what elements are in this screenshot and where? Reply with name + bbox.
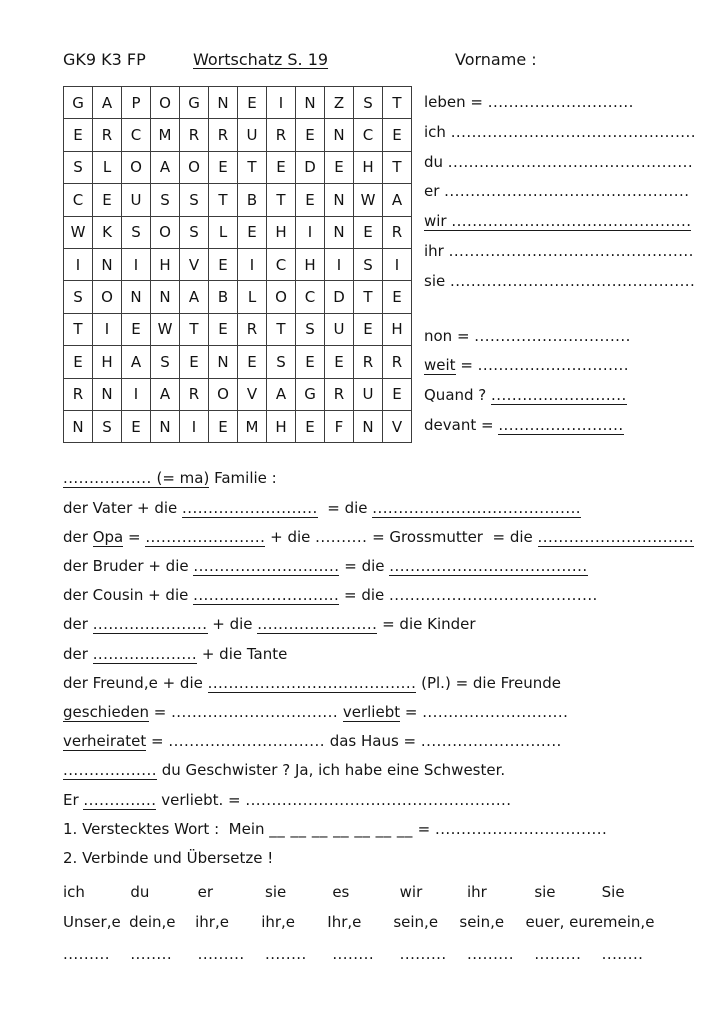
dotted-blank: ............................................... (448, 241, 694, 260)
wordsearch-cell: N (325, 216, 354, 248)
wordsearch-cell: H (267, 410, 296, 442)
dotted-blank: .......................... (182, 498, 318, 517)
wordsearch-cell: E (296, 119, 325, 151)
text-segment: = Grossmutter = die (367, 527, 538, 546)
possessive-item: Unser,e (63, 913, 121, 932)
wordsearch-cell: U (354, 378, 383, 410)
wordsearch-cell: R (267, 119, 296, 151)
wordsearch-cell: O (93, 281, 122, 313)
wordsearch-cell: E (354, 216, 383, 248)
exercise-line (63, 552, 706, 581)
wordsearch-cell: E (238, 87, 267, 119)
wordsearch-cell: I (64, 248, 93, 280)
wordsearch-cell: C (267, 248, 296, 280)
vocab-line (424, 207, 696, 237)
wordsearch-cell: H (93, 346, 122, 378)
text-segment: Opa (92, 527, 124, 546)
possessive-row (63, 907, 669, 937)
wordsearch-cell: T (267, 184, 296, 216)
wordsearch-cell: N (354, 410, 383, 442)
dotted-blank: ............................................... (447, 152, 694, 171)
wordsearch-cell: E (209, 410, 238, 442)
pronoun-item: er (197, 883, 214, 902)
wordsearch-cell: V (383, 410, 412, 442)
wordsearch-cell: O (267, 281, 296, 313)
vocab-line (424, 88, 696, 118)
wordsearch-cell: S (151, 346, 180, 378)
wordsearch-cell: S (180, 216, 209, 248)
wordsearch-cell: E (296, 410, 325, 442)
wordsearch-cell: T (209, 184, 238, 216)
dotted-blank: ............................. (477, 356, 629, 375)
vocab-list (424, 86, 696, 441)
dotted-blank: ................................. (435, 819, 608, 838)
text-segment: ihr (424, 241, 449, 260)
dotted-blank: ........................................ (389, 586, 598, 605)
wordsearch-cell: I (122, 378, 151, 410)
exercise-line (63, 494, 706, 523)
text-segment: non = (424, 326, 475, 345)
wordsearch-cell: S (267, 346, 296, 378)
wordsearch-cell: S (354, 87, 383, 119)
vocab-line (424, 148, 696, 178)
pronoun-item: ihr (467, 883, 487, 902)
wordsearch-cell: D (296, 151, 325, 183)
wordsearch-cell: A (151, 151, 180, 183)
dotted-blank: ....................... (145, 527, 266, 546)
wordsearch-cell: F (325, 410, 354, 442)
text-segment: sie (424, 271, 450, 290)
wordsearch-cell: H (383, 313, 412, 345)
wordsearch-cell: G (296, 378, 325, 410)
wordsearch-cell: A (93, 87, 122, 119)
text-segment: verliebt (342, 702, 401, 721)
pronoun-item: Sie (601, 883, 625, 902)
dotted-blank: .................. (63, 761, 157, 780)
wordsearch-cell: B (209, 281, 238, 313)
exercise-line (63, 581, 706, 610)
wordsearch-cell: R (325, 378, 354, 410)
wordsearch-cell: B (238, 184, 267, 216)
wordsearch-cell: P (122, 87, 151, 119)
wordsearch-row (64, 313, 412, 345)
wordsearch-cell: E (296, 184, 325, 216)
wordsearch-cell: N (325, 119, 354, 151)
wordsearch-cell: E (64, 346, 93, 378)
wordsearch-cell: I (267, 87, 296, 119)
dotted-blank: ................. (63, 469, 152, 488)
text-segment: (= ma) (151, 469, 210, 488)
wordsearch-row (64, 151, 412, 183)
exercise-line (63, 727, 706, 756)
wordsearch-cell: S (296, 313, 325, 345)
wordsearch-row (64, 248, 412, 280)
exercise-line (63, 669, 706, 698)
text-segment: (Pl.) = die Freunde (416, 673, 561, 692)
wordsearch-row (64, 281, 412, 313)
text-segment: + die (207, 615, 258, 634)
wordsearch-cell: S (151, 184, 180, 216)
dotted-blank: ........................... (420, 732, 562, 751)
wordsearch-cell: E (180, 346, 209, 378)
text-segment: der (63, 644, 93, 663)
wordsearch-cell: E (93, 184, 122, 216)
dotted-blank: ............................................... (444, 182, 690, 201)
answer-dots-item: ......... (534, 945, 582, 964)
wordsearch-cell: E (383, 378, 412, 410)
text-segment: verheiratet (63, 732, 147, 751)
text-segment: = die (317, 498, 373, 517)
wordsearch-cell: O (180, 151, 209, 183)
wordsearch-cell: H (296, 248, 325, 280)
text-segment: wir (424, 212, 452, 231)
dotted-blank: ............................................... (449, 271, 696, 290)
wordsearch-cell: N (64, 410, 93, 442)
wordsearch-cell: R (180, 119, 209, 151)
wordsearch-cell: T (267, 313, 296, 345)
text-segment: = (148, 702, 172, 721)
answer-dots-item: ......... (197, 945, 245, 964)
wordsearch-cell: D (325, 281, 354, 313)
vocab-line (424, 411, 696, 441)
possessive-item: sein,e (393, 913, 439, 932)
possessive-item: ihr,e (195, 913, 229, 932)
wordsearch-grid (63, 86, 412, 443)
wordsearch-cell: O (151, 216, 180, 248)
worksheet-title: Wortschatz S. 19 (193, 50, 329, 69)
text-segment: weit (424, 356, 456, 375)
dotted-blank: .............................. (474, 326, 631, 345)
dotted-blank: ........................................ (207, 673, 417, 692)
answer-dots-item: ......... (63, 945, 110, 964)
exercise-line (63, 640, 706, 669)
wordsearch-cell: H (267, 216, 296, 248)
text-segment: devant = (424, 415, 499, 434)
wordsearch-cell: N (209, 87, 238, 119)
text-segment: = (412, 819, 435, 838)
pronoun-item: sie (265, 883, 287, 902)
text-segment: + die (265, 527, 316, 546)
text-segment: Familie : (209, 469, 277, 488)
wordsearch-row (64, 184, 412, 216)
text-segment: + die Tante (197, 644, 288, 663)
wordsearch-cell: E (122, 410, 151, 442)
dotted-blank: ............................ (193, 556, 340, 575)
answer-dots-item: ........ (265, 945, 307, 964)
wordsearch-row (64, 216, 412, 248)
wordsearch-cell: N (122, 281, 151, 313)
wordsearch-cell: W (354, 184, 383, 216)
wordsearch-cell: I (238, 248, 267, 280)
name-label: Vorname : (455, 50, 537, 69)
dotted-blank: ................................................... (245, 790, 512, 809)
text-segment: 1. Verstecktes Wort : Mein (63, 819, 270, 838)
dotted-blank: ................................ (171, 702, 339, 721)
vocab-line (424, 237, 696, 267)
wordsearch-cell: U (122, 184, 151, 216)
wordsearch-cell: N (151, 410, 180, 442)
dotted-blank: .............................................. (451, 212, 692, 231)
wordsearch-cell: A (267, 378, 296, 410)
wordsearch-cell: H (151, 248, 180, 280)
possessive-item: euer, eure (525, 913, 603, 932)
vocab-line (424, 351, 696, 381)
wordsearch-cell: C (122, 119, 151, 151)
wordsearch-cell: C (354, 119, 383, 151)
wordsearch-cell: S (354, 248, 383, 280)
wordsearch-cell: E (238, 216, 267, 248)
pronoun-item: es (332, 883, 350, 902)
text-segment: 2. Verbinde und Übersetze ! (63, 848, 274, 867)
dotted-blank: ............................................... (450, 122, 696, 141)
dotted-blank: ............................ (422, 702, 569, 721)
wordsearch-cell: A (180, 281, 209, 313)
wordsearch-cell: L (238, 281, 267, 313)
wordsearch-cell: I (383, 248, 412, 280)
pronoun-item: wir (399, 883, 423, 902)
wordsearch-cell: S (64, 151, 93, 183)
wordsearch-cell: E (354, 313, 383, 345)
dotted-blank: ...................... (92, 615, 208, 634)
wordsearch-cell: R (209, 119, 238, 151)
wordsearch-cell: E (296, 346, 325, 378)
wordsearch-cell: M (238, 410, 267, 442)
text-segment: = die (339, 586, 390, 605)
wordsearch-cell: K (93, 216, 122, 248)
text-segment: = (400, 702, 423, 721)
wordsearch-cell: T (238, 151, 267, 183)
text-segment: verliebt. = (156, 790, 246, 809)
wordsearch-cell: C (64, 184, 93, 216)
wordsearch-cell: V (180, 248, 209, 280)
vocab-line (424, 267, 696, 297)
wordsearch-cell: E (209, 151, 238, 183)
wordsearch-cell: E (267, 151, 296, 183)
wordsearch-cell: W (64, 216, 93, 248)
wordsearch-cell: O (122, 151, 151, 183)
wordsearch-cell: R (64, 378, 93, 410)
vocab-line (424, 381, 696, 411)
exercise-line (63, 756, 706, 785)
wordsearch-cell: V (238, 378, 267, 410)
text-segment: geschieden (63, 702, 149, 721)
wordsearch-cell: T (383, 87, 412, 119)
wordsearch-cell: R (180, 378, 209, 410)
wordsearch-cell: E (64, 119, 93, 151)
exercise-line (63, 464, 706, 493)
wordsearch-grid-body (64, 87, 412, 443)
exercise-line (63, 698, 706, 727)
text-segment: der Cousin + die (63, 586, 194, 605)
wordsearch-cell: S (180, 184, 209, 216)
wordsearch-cell: W (151, 313, 180, 345)
text-segment: = die Kinder (377, 615, 476, 634)
exercise-line (63, 815, 706, 844)
dotted-blank: .......... (315, 527, 368, 546)
wordsearch-cell: I (93, 313, 122, 345)
answer-dots-item: ........ (130, 945, 173, 964)
wordsearch-cell: O (209, 378, 238, 410)
exercise-section (63, 464, 706, 873)
possessive-item: dein,e (129, 913, 176, 932)
wordsearch-cell: I (180, 410, 209, 442)
exercise-line (63, 786, 706, 815)
dotted-blank: .............................. (537, 527, 695, 546)
text-segment: = (455, 356, 478, 375)
wordsearch-cell: N (209, 346, 238, 378)
wordsearch-cell: E (325, 151, 354, 183)
wordsearch-row (64, 378, 412, 410)
text-segment: = (123, 527, 146, 546)
wordsearch-cell: U (238, 119, 267, 151)
exercise-line (63, 523, 706, 552)
answer-dots-item: ......... (467, 945, 514, 964)
wordsearch-cell: E (383, 281, 412, 313)
course-code: GK9 K3 FP (63, 50, 146, 69)
wordsearch-cell: I (296, 216, 325, 248)
vocab-line (424, 118, 696, 148)
wordsearch-cell: N (325, 184, 354, 216)
wordsearch-cell: E (325, 346, 354, 378)
wordsearch-cell: R (354, 346, 383, 378)
pronoun-item: du (130, 883, 150, 902)
text-segment: ich (424, 122, 451, 141)
wordsearch-row (64, 410, 412, 442)
pronoun-item: sie (534, 883, 556, 902)
text-segment: der (63, 527, 93, 546)
wordsearch-cell: T (383, 151, 412, 183)
wordsearch-cell: S (64, 281, 93, 313)
wordsearch-cell: R (93, 119, 122, 151)
dotted-blank: ............................ (193, 586, 340, 605)
answer-dots-item: ........ (332, 945, 375, 964)
dotted-blank: .............. (83, 790, 157, 809)
wordsearch-cell: N (296, 87, 325, 119)
exercise-line (63, 844, 706, 873)
wordsearch-cell: N (93, 248, 122, 280)
text-segment: der (63, 615, 93, 634)
dotted-blank: ........................ (498, 415, 624, 434)
wordsearch-cell: O (151, 87, 180, 119)
dotted-blank: .......................... (491, 386, 627, 405)
wordsearch-cell: Z (325, 87, 354, 119)
wordsearch-cell: L (209, 216, 238, 248)
wordsearch-cell: R (383, 346, 412, 378)
wordsearch-cell: H (354, 151, 383, 183)
text-segment: der Freund,e + die (63, 673, 208, 692)
exercise-line (63, 610, 706, 639)
text-segment: der Bruder + die (63, 556, 194, 575)
dotted-blank: ....................... (257, 615, 378, 634)
wordsearch-cell: E (209, 248, 238, 280)
answer-dots-item: ........ (601, 945, 644, 964)
wordsearch-cell: A (122, 346, 151, 378)
wordsearch-cell: N (151, 281, 180, 313)
text-segment: er (424, 182, 445, 201)
wordsearch-cell: E (122, 313, 151, 345)
text-segment: = (146, 732, 169, 751)
answer-dots-item: ......... (399, 945, 447, 964)
wordsearch-cell: G (64, 87, 93, 119)
text-segment: du Geschwister ? Ja, ich habe eine Schwester. (156, 761, 506, 780)
dotted-blank: ........................................ (372, 498, 582, 517)
wordsearch-cell: T (64, 313, 93, 345)
dotted-blank: .................... (92, 644, 198, 663)
wordsearch-cell: M (151, 119, 180, 151)
wordsearch-cell: A (151, 378, 180, 410)
pronoun-item: ich (63, 883, 85, 902)
text-segment: das Haus = (324, 732, 421, 751)
vocab-line (424, 322, 696, 352)
wordsearch-cell: S (93, 410, 122, 442)
wordsearch-cell: G (180, 87, 209, 119)
wordsearch-row (64, 87, 412, 119)
wordsearch-cell: E (209, 313, 238, 345)
wordsearch-cell: S (122, 216, 151, 248)
text-segment: leben = (424, 93, 488, 111)
possessive-item: mein,e (602, 913, 655, 932)
wordsearch-cell: L (93, 151, 122, 183)
dotted-blank: .............................. (168, 732, 325, 751)
answer-dots-row (63, 937, 669, 972)
dotted-blank: ............................ (487, 93, 634, 111)
possessive-item: Ihr,e (327, 913, 362, 932)
text-segment: du (424, 152, 448, 171)
worksheet-header (63, 50, 706, 69)
possessive-item: ihr,e (261, 913, 296, 932)
wordsearch-cell: R (383, 216, 412, 248)
vocab-line (424, 177, 696, 207)
wordsearch-cell: E (238, 346, 267, 378)
wordsearch-cell: T (180, 313, 209, 345)
pronoun-row (63, 877, 669, 907)
wordsearch-cell: T (354, 281, 383, 313)
wordsearch-row (64, 346, 412, 378)
wordsearch-cell: E (383, 119, 412, 151)
wordsearch-row (64, 119, 412, 151)
match-section (63, 877, 669, 972)
wordsearch-cell: I (325, 248, 354, 280)
text-segment: = die (339, 556, 390, 575)
top-section (63, 86, 706, 443)
letter-blanks: __ __ __ __ __ __ __ (269, 819, 413, 838)
text-segment: Er (63, 790, 84, 809)
wordsearch-cell: N (93, 378, 122, 410)
possessive-item: sein,e (459, 913, 505, 932)
text-segment: der Vater + die (63, 498, 183, 517)
wordsearch-cell: I (122, 248, 151, 280)
dotted-blank: ...................................... (389, 556, 588, 575)
wordsearch-cell: A (383, 184, 412, 216)
text-segment: Quand ? (424, 386, 492, 405)
wordsearch-cell: R (238, 313, 267, 345)
wordsearch-cell: U (325, 313, 354, 345)
wordsearch-cell: C (296, 281, 325, 313)
